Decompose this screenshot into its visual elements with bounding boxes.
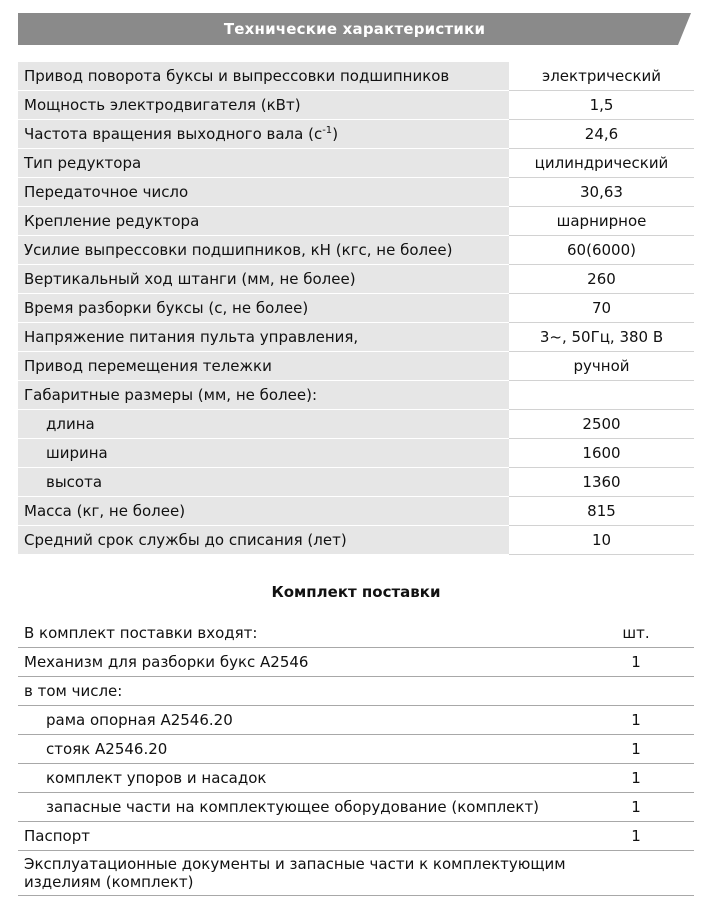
spec-label: Тип редуктора [18,149,509,178]
spec-label-sup: -1 [322,125,333,136]
table-row [18,677,694,706]
kit-title: Комплект поставки [271,583,441,601]
kit-value: 1 [578,648,694,677]
spec-value: шарнирное [509,207,694,236]
spec-value: 815 [509,497,694,526]
kit-label: Эксплуатационные документы и запасные части к комплектующим изделиям (комплект) [18,851,578,896]
spec-label: Передаточное число [18,178,509,207]
table-row [18,706,694,735]
spec-value: 10 [509,526,694,555]
spec-label-suffix: ) [332,125,339,143]
table-row [18,439,694,468]
table-row [18,207,694,236]
kit-label: Механизм для разборки букс А2546 [18,648,578,677]
table-row [18,526,694,555]
kit-value: 1 [578,706,694,735]
table-row [18,91,694,120]
kit-value: 1 [578,793,694,822]
kit-label: комплект упоров и насадок [18,764,578,793]
spec-value: 70 [509,294,694,323]
spec-label: Привод поворота буксы и выпрессовки подшипников [18,62,509,91]
spec-label: Мощность электродвигателя (кВт) [18,91,509,120]
spec-label: Средний срок службы до списания (лет) [18,526,509,555]
specs-banner [18,13,691,45]
specs-title: Технические характеристики [223,20,486,38]
kit-label: стояк А2546.20 [18,735,578,764]
table-row [18,265,694,294]
table-row [18,62,694,91]
kit-value: 1 [578,822,694,851]
table-row [18,178,694,207]
spec-value: 260 [509,265,694,294]
specs-table [18,62,694,555]
spec-label: Привод перемещения тележки [18,352,509,381]
spec-label: Напряжение питания пульта управления, [18,323,509,352]
spec-value: 24,6 [509,120,694,149]
spec-label: Вертикальный ход штанги (мм, не более) [18,265,509,294]
kit-label: запасные части на комплектующее оборудование (комплект) [18,793,578,822]
spec-value: электрический [509,62,694,91]
kit-table [18,619,694,896]
spec-value: цилиндрический [509,149,694,178]
kit-value: 1 [578,735,694,764]
spec-label: длина [18,410,509,439]
table-row [18,294,694,323]
kit-value [578,677,694,706]
spec-value: 1,5 [509,91,694,120]
spec-value: 2500 [509,410,694,439]
spec-label: Крепление редуктора [18,207,509,236]
kit-value [578,851,694,896]
table-row [18,323,694,352]
table-row [18,851,694,896]
spec-value: 1600 [509,439,694,468]
kit-label: Паспорт [18,822,578,851]
spec-value: 30,63 [509,178,694,207]
table-row [18,764,694,793]
kit-label: В комплект поставки входят: [18,619,578,648]
table-row [18,149,694,178]
spec-label: высота [18,468,509,497]
table-row [18,410,694,439]
table-row [18,648,694,677]
table-row [18,735,694,764]
table-row [18,381,694,410]
spec-label: Габаритные размеры (мм, не более): [18,381,509,410]
spec-label-text: Частота вращения выходного вала (с [24,125,323,143]
table-row [18,822,694,851]
spec-label: Время разборки буксы (с, не более) [18,294,509,323]
table-row [18,120,694,149]
spec-value: 3~, 50Гц, 380 В [509,323,694,352]
kit-label: рама опорная А2546.20 [18,706,578,735]
kit-value: шт. [578,619,694,648]
spec-value [509,381,694,410]
spec-label: Усилие выпрессовки подшипников, кН (кгс, не более) [18,236,509,265]
spec-label [18,120,509,149]
spec-value: ручной [509,352,694,381]
table-row [18,793,694,822]
table-row [18,352,694,381]
spec-value: 60(6000) [509,236,694,265]
table-row [18,619,694,648]
table-row [18,236,694,265]
kit-value: 1 [578,764,694,793]
kit-label: в том числе: [18,677,578,706]
spec-label: Масса (кг, не более) [18,497,509,526]
table-row [18,497,694,526]
spec-value: 1360 [509,468,694,497]
spec-label: ширина [18,439,509,468]
table-row [18,468,694,497]
